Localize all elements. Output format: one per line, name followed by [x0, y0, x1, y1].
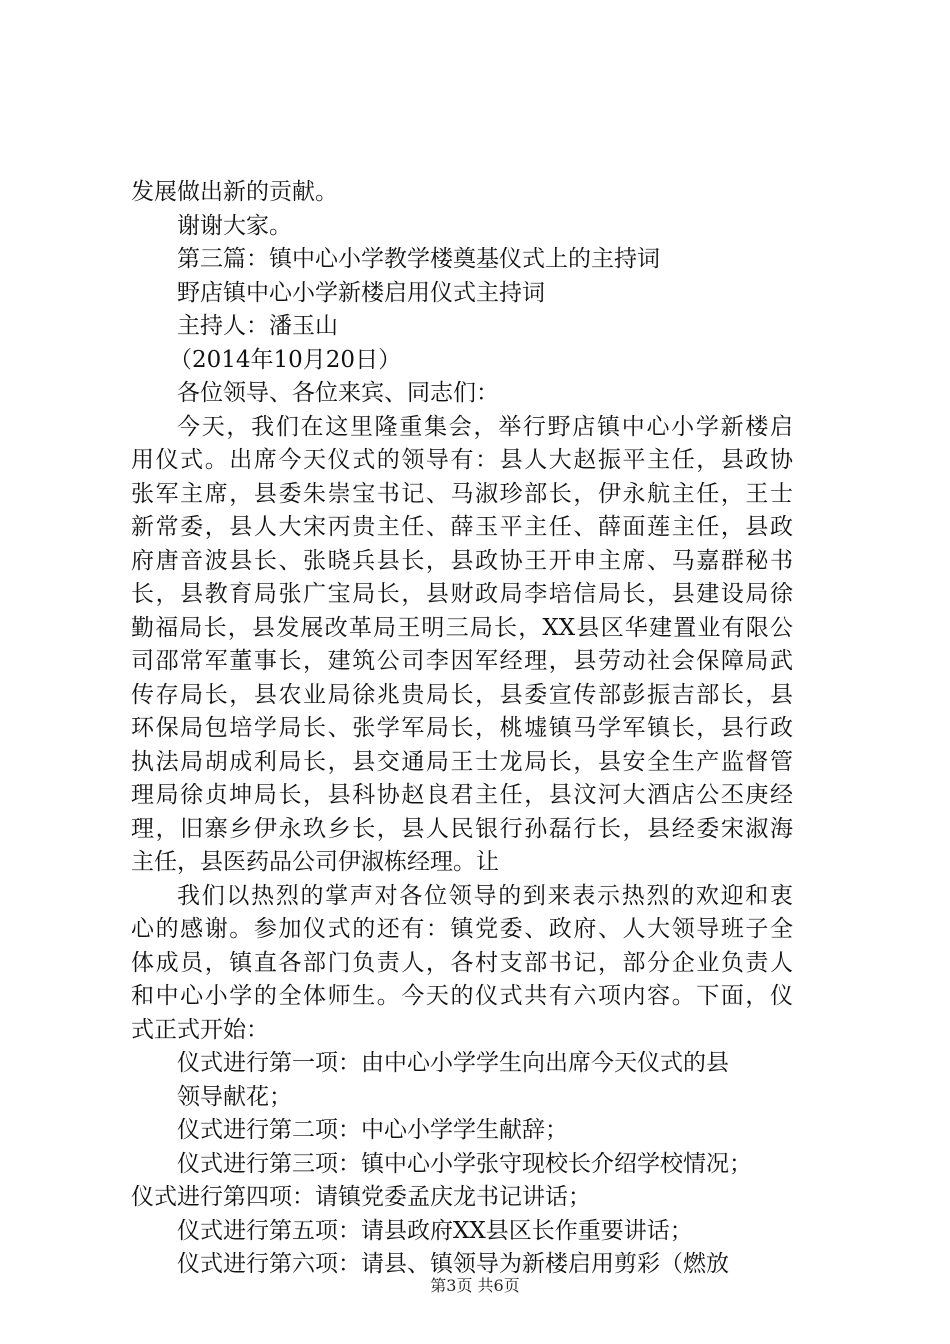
agenda-item: 仪式进行第一项：由中心小学学生向出席今天仪式的县 — [177, 1050, 729, 1076]
host-line: 主持人：潘玉山 — [177, 313, 338, 339]
text-line: 理局徐贞坤局长，县科协赵良君主任，县汶河大酒店公丕庚经 — [131, 782, 793, 808]
text-line: 勤福局长，县发展改革局王明三局长，XX县区华建置业有限公 — [131, 614, 793, 641]
text-line: 体成员，镇直各部门负责人，各村支部书记，部分企业负责人 — [131, 949, 793, 976]
text-line: 传存局长，县农业局徐兆贵局长，县委宣传部彭振吉部长，县 — [131, 681, 793, 708]
salutation-line: 各位领导、各位来宾、同志们： — [177, 380, 499, 406]
page-footer: 第3页 共6页 — [430, 1276, 520, 1295]
text-line: 和中心小学的全体师生。今天的仪式共有六项内容。下面，仪 — [131, 983, 793, 1009]
text-line: 发展做出新的贡献。 — [131, 179, 338, 205]
text-line: 式正式开始： — [131, 1016, 269, 1043]
document-body — [131, 176, 831, 1282]
document-title: 野店镇中心小学新楼启用仪式主持词 — [177, 279, 545, 306]
section-heading: 第三篇：镇中心小学教学楼奠基仪式上的主持词 — [177, 246, 660, 272]
text-line: 司邵常军董事长，建筑公司李因军经理，县劳动社会保障局武 — [131, 648, 793, 674]
text-line: 今天，我们在这里隆重集会，举行野店镇中心小学新楼启 — [177, 413, 793, 440]
text-line: 张军主席，县委朱崇宝书记、马淑珍部长，伊永航主任，王士 — [131, 480, 793, 507]
date-line: （2014年10月20日） — [169, 346, 402, 373]
text-line: 理，旧寨乡伊永玖乡长，县人民银行孙磊行长，县经委宋淑海 — [131, 815, 793, 842]
text-line: 府唐音波县长、张晓兵县长，县政协王开申主席、马嘉群秘书 — [131, 547, 793, 574]
agenda-item: 仪式进行第六项：请县、镇领导为新楼启用剪彩（燃放 — [177, 1251, 729, 1277]
agenda-item: 仪式进行第五项：请县政府XX县区长作重要讲话； — [177, 1217, 693, 1244]
text-line: 主任，县医药品公司伊淑栋经理。让 — [131, 849, 499, 875]
text-line: 谢谢大家。 — [177, 212, 292, 239]
text-line: 新常委，县人大宋丙贵主任、薛玉平主任、薛面莲主任，县政 — [131, 514, 793, 540]
agenda-item: 仪式进行第四项：请镇党委孟庆龙书记讲话； — [131, 1184, 591, 1210]
agenda-item: 仪式进行第三项：镇中心小学张守现校长介绍学校情况； — [177, 1150, 752, 1177]
text-line: 长，县教育局张广宝局长，县财政局李培信局长，县建设局徐 — [131, 581, 793, 607]
text-line: 用仪式。出席今天仪式的领导有：县人大赵振平主任，县政协 — [131, 447, 793, 473]
text-line: 执法局胡成利局长，县交通局王士龙局长，县安全生产监督管 — [131, 748, 793, 775]
text-line: 环保局包培学局长、张学军局长，桃墟镇马学军镇长，县行政 — [131, 715, 793, 741]
agenda-item: 仪式进行第二项：中心小学学生献辞； — [177, 1117, 568, 1143]
agenda-item-continuation: 领导献花； — [177, 1083, 292, 1110]
text-line: 我们以热烈的掌声对各位领导的到来表示热烈的欢迎和衷 — [177, 882, 793, 909]
text-line: 心的感谢。参加仪式的还有：镇党委、政府、人大领导班子全 — [131, 916, 793, 942]
